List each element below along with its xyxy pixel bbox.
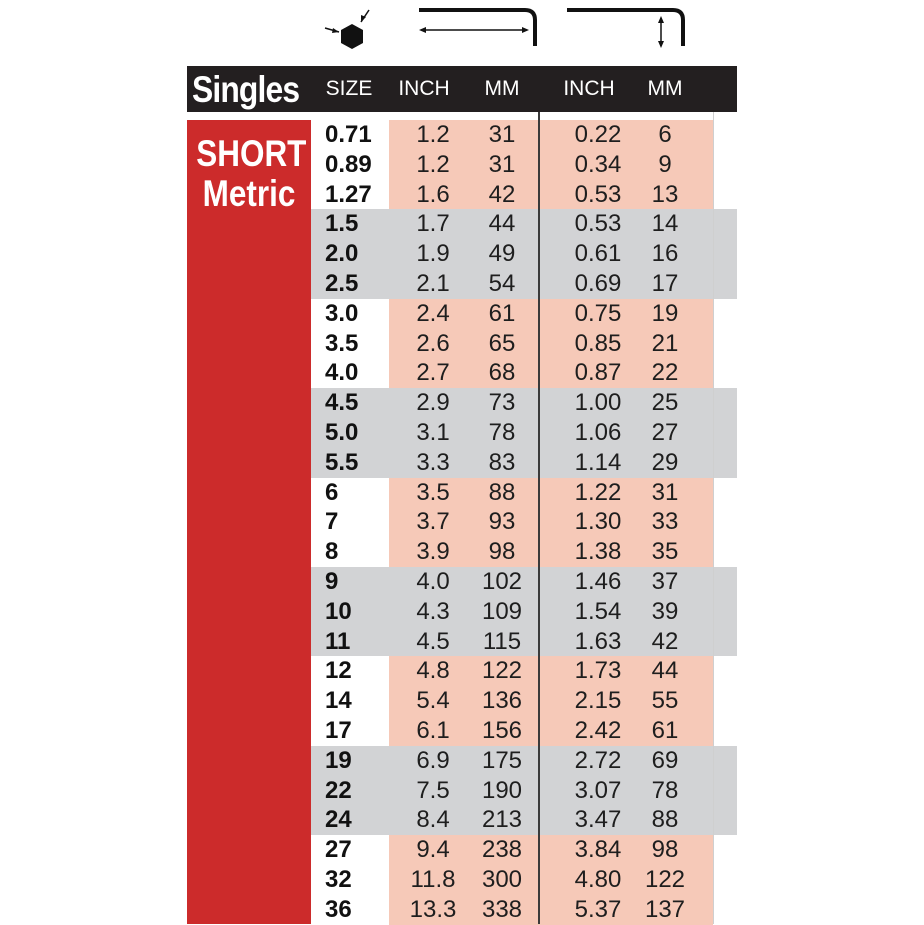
table-row — [311, 120, 737, 150]
table-row — [311, 507, 737, 537]
cell-inch-short: 7.5 — [416, 776, 450, 804]
cell-size: 2.5 — [325, 270, 359, 297]
cell-inch-short: 3.3 — [416, 448, 450, 476]
table-row — [311, 835, 737, 865]
cell-mm-short: 190 — [481, 776, 523, 804]
cell-inch-long: 0.53 — [574, 180, 622, 208]
cell-mm-short: 175 — [481, 746, 523, 774]
cell-mm-long: 9 — [658, 150, 672, 178]
table-row — [311, 388, 737, 418]
cell-inch-short: 1.6 — [416, 180, 450, 208]
cell-mm-short: 78 — [488, 419, 516, 446]
cell-mm-short: 238 — [481, 836, 523, 864]
table-row — [311, 329, 737, 359]
cell-mm-short: 31 — [488, 121, 516, 148]
cell-size: 7 — [325, 508, 339, 536]
cell-inch-long: 2.15 — [574, 687, 622, 715]
cell-size: 24 — [325, 806, 352, 834]
cell-size: 32 — [325, 866, 352, 893]
short-arm-length-icon — [415, 2, 545, 52]
cell-inch-short: 1.2 — [416, 150, 450, 178]
cell-inch-short: 2.6 — [416, 329, 450, 357]
cell-inch-long: 0.61 — [574, 240, 622, 268]
table-row — [311, 537, 737, 567]
cell-mm-long: 39 — [651, 597, 679, 625]
cell-inch-long: 1.46 — [574, 568, 622, 595]
cell-mm-long: 33 — [651, 508, 679, 536]
cell-size: 19 — [325, 746, 352, 774]
cell-size: 8 — [325, 538, 339, 566]
cell-mm-long: 98 — [651, 836, 679, 864]
cell-mm-short: 156 — [481, 717, 523, 744]
cell-inch-long: 4.80 — [574, 866, 622, 893]
long-arm-length-icon — [565, 2, 695, 52]
cell-mm-long: 17 — [651, 270, 679, 297]
cell-inch-long: 0.53 — [574, 210, 622, 238]
cell-inch-long: 0.69 — [574, 270, 622, 297]
table-row — [311, 656, 737, 686]
table-row — [311, 597, 737, 627]
cell-mm-long: 44 — [651, 657, 679, 685]
cell-mm-long: 13 — [651, 180, 679, 208]
cell-mm-long: 69 — [651, 746, 679, 774]
cell-inch-short: 13.3 — [409, 895, 457, 923]
cell-inch-long: 0.34 — [574, 150, 622, 178]
cell-mm-long: 35 — [651, 538, 679, 566]
cell-inch-long: 1.00 — [574, 389, 622, 417]
table-row — [311, 567, 737, 597]
cell-mm-short: 68 — [488, 359, 516, 387]
cell-inch-short: 1.2 — [416, 121, 450, 148]
cell-inch-short: 4.8 — [416, 657, 450, 685]
cell-inch-short: 6.9 — [416, 746, 450, 774]
cell-mm-short: 54 — [488, 270, 516, 297]
cell-inch-short: 5.4 — [416, 687, 450, 715]
cell-size: 3.5 — [325, 329, 359, 357]
cell-size: 2.0 — [325, 240, 359, 268]
cell-inch-long: 1.73 — [574, 657, 622, 685]
cell-inch-short: 3.1 — [416, 419, 450, 446]
cell-inch-short: 11.8 — [410, 866, 456, 893]
table-row — [311, 895, 737, 925]
cell-mm-short: 115 — [482, 627, 522, 655]
table-row — [311, 358, 737, 388]
cell-mm-short: 300 — [481, 866, 523, 893]
cell-inch-short: 4.5 — [416, 627, 450, 655]
cell-size: 1.27 — [325, 180, 372, 208]
cell-mm-long: 29 — [651, 448, 679, 476]
spec-chart — [187, 0, 737, 924]
cell-inch-short: 9.4 — [416, 836, 450, 864]
cell-size: 3.0 — [325, 299, 359, 327]
cell-mm-long: 37 — [651, 568, 679, 595]
cell-inch-long: 1.30 — [574, 508, 622, 536]
table-row — [311, 150, 737, 180]
cell-inch-long: 2.42 — [574, 717, 622, 744]
cell-size: 1.5 — [325, 210, 359, 238]
table-row — [311, 478, 737, 508]
table-row — [311, 448, 737, 478]
cell-mm-short: 102 — [481, 568, 523, 595]
cell-mm-long: 16 — [651, 240, 679, 268]
cell-mm-short: 61 — [488, 299, 516, 327]
cell-inch-short: 4.0 — [416, 568, 450, 595]
cell-mm-long: 31 — [651, 478, 679, 506]
col-inch-short: INCH — [398, 77, 450, 100]
cell-size: 5.5 — [325, 448, 359, 476]
cell-mm-long: 42 — [651, 627, 679, 655]
cell-size: 27 — [325, 836, 352, 864]
cell-size: 11 — [325, 627, 351, 655]
cell-mm-long: 25 — [651, 389, 679, 417]
cell-mm-long: 27 — [651, 419, 679, 446]
cell-mm-short: 42 — [488, 180, 516, 208]
table-row — [311, 686, 737, 716]
cell-mm-short: 65 — [488, 329, 516, 357]
cell-inch-long: 1.22 — [574, 478, 622, 506]
cell-inch-short: 2.1 — [416, 270, 450, 297]
cell-mm-long: 14 — [651, 210, 679, 238]
cell-mm-short: 109 — [481, 597, 523, 625]
cell-inch-long: 0.22 — [574, 121, 622, 148]
cell-inch-short: 4.3 — [416, 597, 450, 625]
cell-mm-long: 88 — [651, 806, 679, 834]
cell-size: 12 — [325, 657, 352, 685]
cell-inch-short: 1.7 — [416, 210, 450, 238]
cell-mm-short: 31 — [488, 150, 516, 178]
cell-mm-short: 98 — [488, 538, 516, 566]
cell-mm-short: 44 — [488, 210, 516, 238]
cell-inch-long: 3.47 — [574, 806, 622, 834]
cell-size: 5.0 — [325, 419, 359, 446]
cell-inch-long: 5.37 — [574, 895, 622, 923]
cell-mm-long: 61 — [651, 717, 679, 744]
cell-size: 36 — [325, 895, 352, 923]
cell-inch-short: 8.4 — [416, 806, 450, 834]
table-row — [311, 776, 737, 806]
category-line-2: Metric — [202, 173, 296, 214]
col-mm-long: MM — [647, 77, 683, 100]
cell-mm-short: 49 — [488, 240, 516, 268]
col-mm-short: MM — [484, 77, 520, 100]
cell-inch-short: 2.9 — [416, 389, 450, 417]
cell-size: 0.89 — [325, 150, 372, 178]
cell-mm-long: 55 — [651, 687, 679, 715]
category-line-1: SHORT — [196, 133, 307, 174]
table-row — [311, 805, 737, 835]
cell-size: 4.0 — [325, 359, 359, 387]
cell-size: 4.5 — [325, 389, 359, 417]
category-label — [187, 120, 311, 924]
cell-inch-long: 1.06 — [574, 419, 622, 446]
cell-mm-long: 122 — [644, 866, 686, 893]
table-row — [311, 716, 737, 746]
col-inch-long: INCH — [563, 77, 615, 100]
cell-inch-long: 0.75 — [574, 299, 622, 327]
table-row — [311, 180, 737, 210]
cell-mm-short: 213 — [481, 806, 523, 834]
cell-inch-short: 3.5 — [416, 478, 450, 506]
cell-mm-long: 6 — [658, 121, 672, 148]
cell-mm-long: 19 — [651, 299, 679, 327]
cell-inch-short: 6.1 — [416, 717, 450, 744]
cell-mm-short: 88 — [488, 478, 516, 506]
cell-inch-long: 3.07 — [574, 776, 622, 804]
cell-inch-long: 0.85 — [574, 329, 622, 357]
cell-inch-short: 3.7 — [416, 508, 450, 536]
table-row — [311, 865, 737, 895]
cell-mm-short: 73 — [488, 389, 516, 417]
cell-size: 10 — [325, 597, 352, 625]
cell-size: 6 — [325, 478, 339, 506]
table-row — [311, 627, 737, 657]
cell-mm-long: 21 — [651, 329, 679, 357]
table-header — [187, 66, 737, 112]
cell-size: 17 — [325, 717, 352, 744]
table-title: Singles — [192, 69, 300, 110]
cell-mm-long: 137 — [644, 895, 686, 923]
cell-size: 9 — [325, 568, 339, 595]
cell-inch-long: 1.63 — [574, 627, 622, 655]
table-row — [311, 269, 737, 299]
cell-size: 0.71 — [325, 121, 372, 148]
column-divider — [538, 112, 540, 924]
cell-inch-short: 2.7 — [416, 359, 450, 387]
cell-inch-long: 2.72 — [574, 746, 622, 774]
col-size: SIZE — [325, 77, 373, 100]
cell-size: 22 — [325, 776, 352, 804]
cell-inch-long: 3.84 — [574, 836, 622, 864]
table-row — [311, 239, 737, 269]
cell-inch-short: 3.9 — [416, 538, 450, 566]
cell-mm-short: 338 — [481, 895, 523, 923]
cell-inch-short: 2.4 — [416, 299, 450, 327]
cell-mm-long: 78 — [651, 776, 679, 804]
cell-mm-short: 83 — [488, 448, 516, 476]
icon-strip — [187, 0, 737, 66]
cell-mm-long: 22 — [651, 359, 679, 387]
hex-key-size-icon — [317, 2, 387, 62]
table-edge — [713, 112, 714, 924]
cell-mm-short: 136 — [481, 687, 523, 715]
cell-mm-short: 93 — [488, 508, 516, 536]
cell-inch-long: 1.38 — [574, 538, 622, 566]
cell-size: 14 — [325, 687, 352, 715]
table-row — [311, 418, 737, 448]
cell-mm-short: 122 — [481, 657, 523, 685]
cell-inch-long: 1.54 — [574, 597, 622, 625]
cell-inch-short: 1.9 — [416, 240, 450, 268]
table-row — [311, 209, 737, 239]
table-row — [311, 299, 737, 329]
cell-inch-long: 1.14 — [574, 448, 622, 476]
cell-inch-long: 0.87 — [574, 359, 622, 387]
table-row — [311, 746, 737, 776]
